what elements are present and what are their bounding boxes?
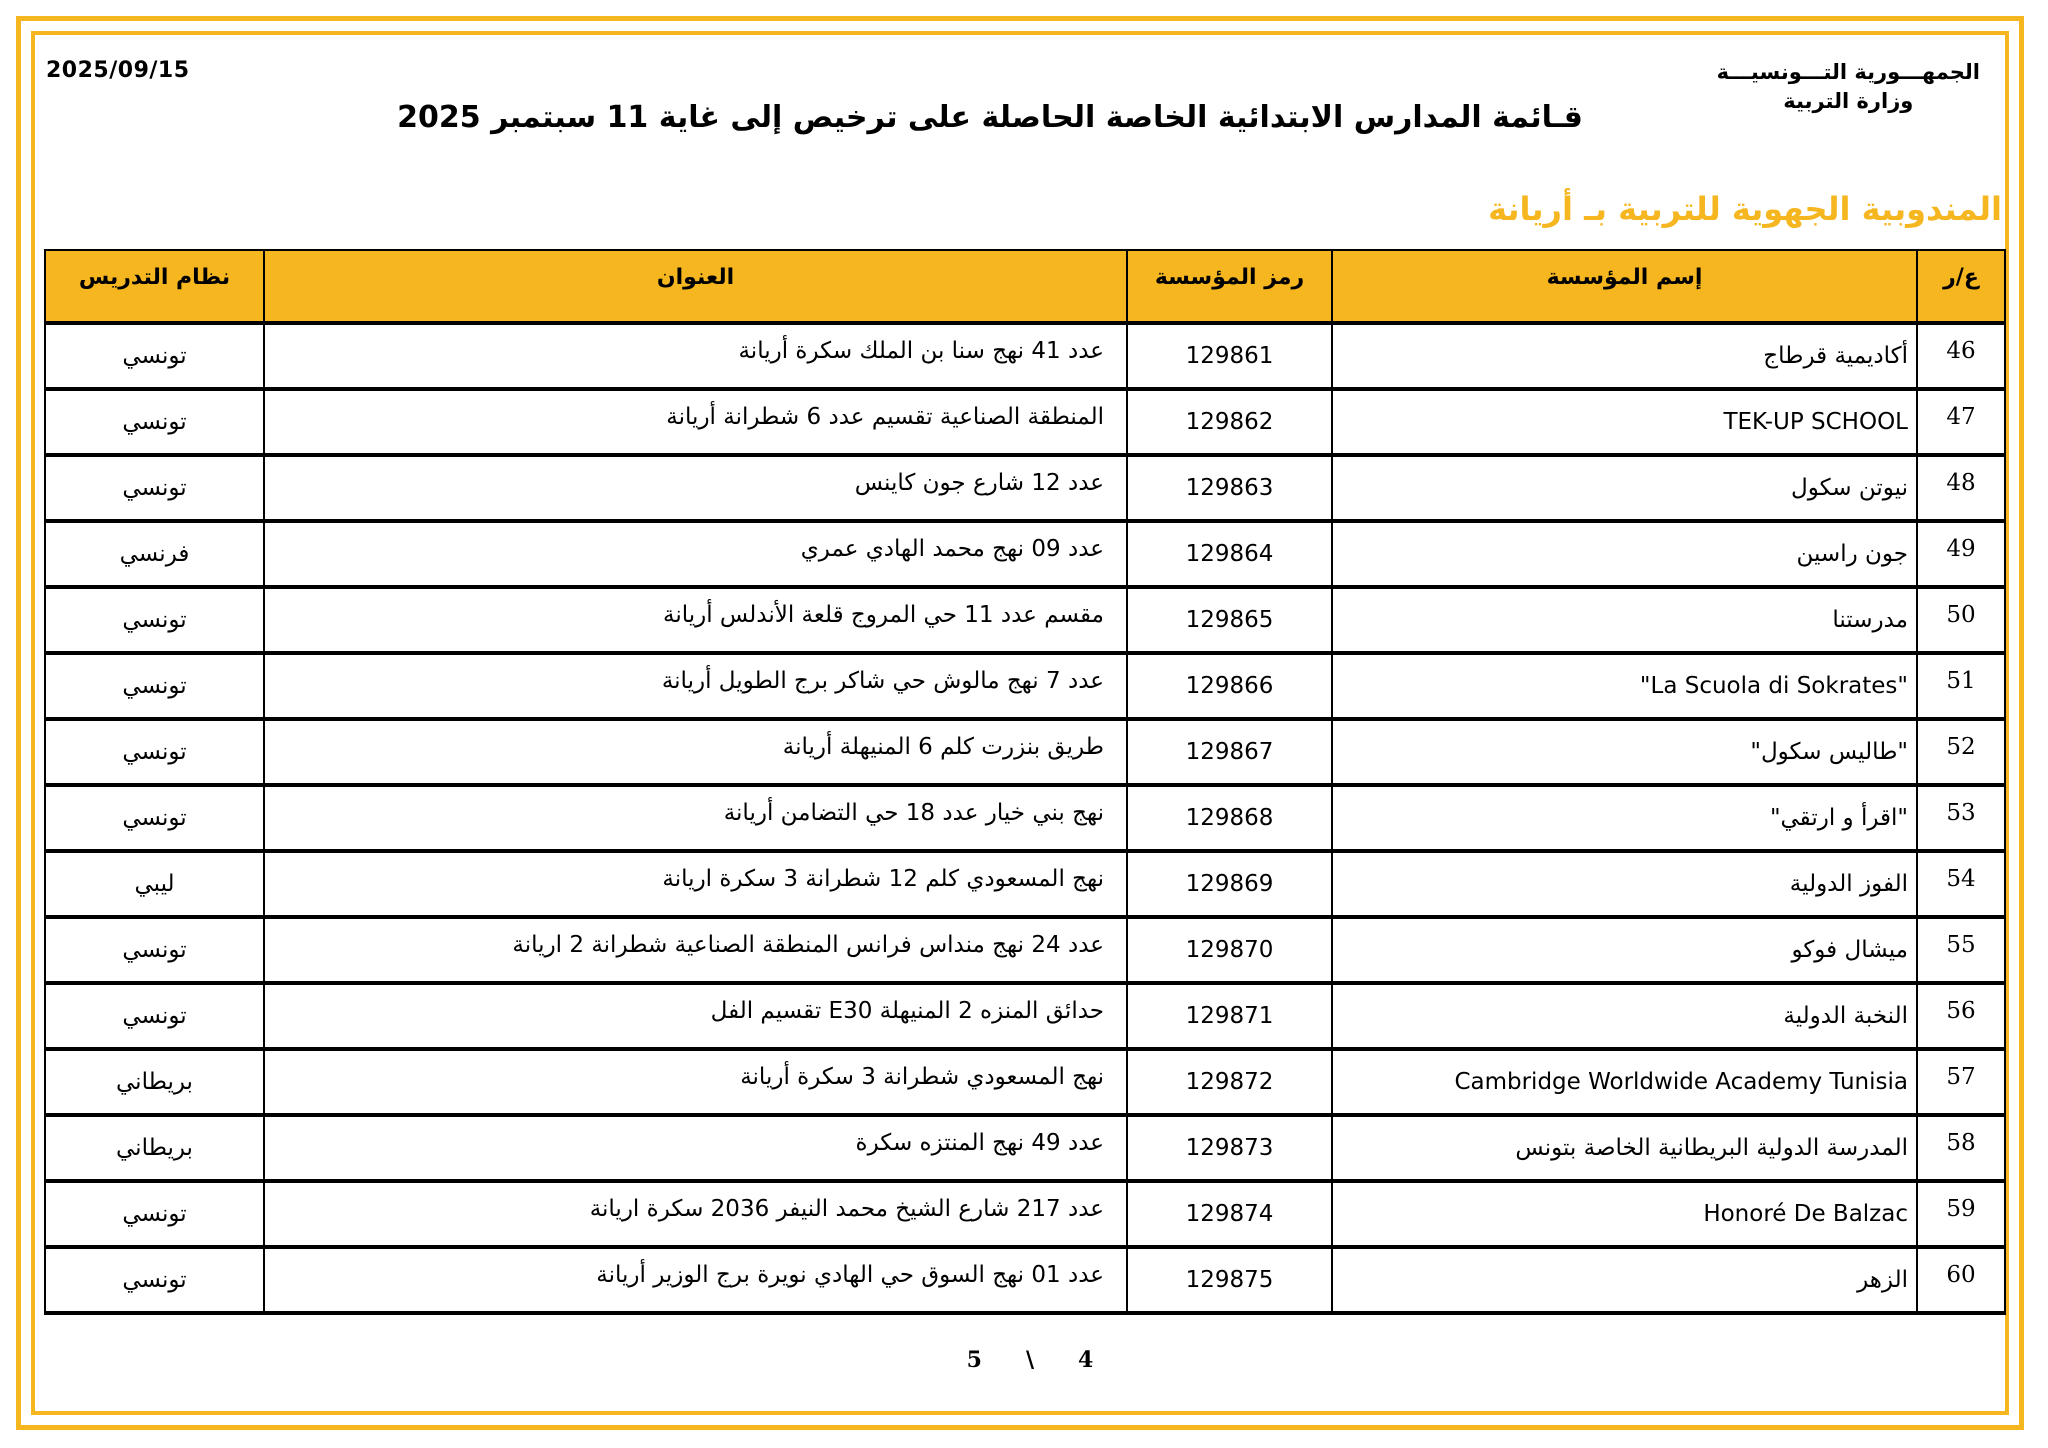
cell-name: المدرسة الدولية البريطانية الخاصة بتونس: [1332, 1115, 1917, 1181]
cell-system: فرنسي: [45, 521, 264, 587]
region-heading: المندوبية الجهوية للتربية بـ أريانة: [1488, 190, 2002, 228]
cell-system: تونسي: [45, 983, 264, 1049]
cell-code: 129868: [1127, 785, 1332, 851]
cell-address: عدد 217 شارع الشيخ محمد النيفر 2036 سكرة اريانة: [264, 1181, 1127, 1247]
cell-system: تونسي: [45, 653, 264, 719]
cell-code: 129866: [1127, 653, 1332, 719]
header-num: ع/ر: [1917, 250, 2005, 323]
header-address: العنوان: [264, 250, 1127, 323]
cell-num: 48: [1917, 455, 2005, 521]
table-row: [45, 587, 2005, 653]
cell-system: تونسي: [45, 917, 264, 983]
cell-num: 57: [1917, 1049, 2005, 1115]
cell-name: الزهر: [1332, 1247, 1917, 1313]
cell-num: 53: [1917, 785, 2005, 851]
cell-num: 58: [1917, 1115, 2005, 1181]
cell-system: تونسي: [45, 389, 264, 455]
cell-address: عدد 41 نهج سنا بن الملك سكرة أريانة: [264, 323, 1127, 389]
cell-address: عدد 24 نهج منداس فرانس المنطقة الصناعية شطرانة 2 اريانة: [264, 917, 1127, 983]
cell-address: طريق بنزرت كلم 6 المنيهلة أريانة: [264, 719, 1127, 785]
page-separator: \: [1025, 1347, 1035, 1373]
table-row: [45, 1049, 2005, 1115]
pagination: [900, 1347, 1160, 1373]
cell-num: 55: [1917, 917, 2005, 983]
header-system: نظام التدريس: [45, 250, 264, 323]
cell-code: 129874: [1127, 1181, 1332, 1247]
cell-address: حدائق المنزه 2 المنيهلة E30 تقسيم الفل: [264, 983, 1127, 1049]
document-title: قـائمة المدارس الابتدائية الخاصة الحاصلة على ترخيص إلى غاية 11 سبتمبر 2025: [397, 100, 1583, 135]
cell-num: 54: [1917, 851, 2005, 917]
ministry-label: وزارة التربية: [1783, 89, 1914, 113]
cell-system: تونسي: [45, 455, 264, 521]
cell-system: بريطاني: [45, 1049, 264, 1115]
cell-name: أكاديمية قرطاج: [1332, 323, 1917, 389]
cell-address: عدد 7 نهج مالوش حي شاكر برج الطويل أريانة: [264, 653, 1127, 719]
cell-num: 50: [1917, 587, 2005, 653]
cell-name: TEK-UP SCHOOL: [1332, 389, 1917, 455]
cell-code: 129862: [1127, 389, 1332, 455]
table-row: [45, 1247, 2005, 1313]
table-row: [45, 455, 2005, 521]
cell-num: 60: [1917, 1247, 2005, 1313]
cell-num: 56: [1917, 983, 2005, 1049]
cell-num: 47: [1917, 389, 2005, 455]
cell-code: 129870: [1127, 917, 1332, 983]
cell-address: عدد 12 شارع جون كاينس: [264, 455, 1127, 521]
cell-address: عدد 09 نهج محمد الهادي عمري: [264, 521, 1127, 587]
cell-system: تونسي: [45, 1247, 264, 1313]
schools-table: [44, 249, 2006, 1315]
cell-name: النخبة الدولية: [1332, 983, 1917, 1049]
cell-address: مقسم عدد 11 حي المروج قلعة الأندلس أريانة: [264, 587, 1127, 653]
cell-system: بريطاني: [45, 1115, 264, 1181]
table-row: [45, 719, 2005, 785]
issuer-block: [1717, 58, 1980, 116]
cell-system: ليبي: [45, 851, 264, 917]
table-row: [45, 1181, 2005, 1247]
cell-name: مدرستنا: [1332, 587, 1917, 653]
cell-code: 129867: [1127, 719, 1332, 785]
republic-label: الجمهـــورية التـــونسيـــة: [1716, 60, 1980, 84]
cell-code: 129864: [1127, 521, 1332, 587]
cell-code: 129871: [1127, 983, 1332, 1049]
table-row: [45, 851, 2005, 917]
cell-system: تونسي: [45, 587, 264, 653]
cell-name: Honoré De Balzac: [1332, 1181, 1917, 1247]
header-code: رمز المؤسسة: [1127, 250, 1332, 323]
cell-name: نيوتن سكول: [1332, 455, 1917, 521]
cell-name: "La Scuola di Sokrates": [1332, 653, 1917, 719]
cell-code: 129873: [1127, 1115, 1332, 1181]
table-row: [45, 323, 2005, 389]
cell-num: 51: [1917, 653, 2005, 719]
cell-name: "اقرأ و ارتقي": [1332, 785, 1917, 851]
cell-system: تونسي: [45, 323, 264, 389]
cell-name: Cambridge Worldwide Academy Tunisia: [1332, 1049, 1917, 1115]
cell-num: 52: [1917, 719, 2005, 785]
cell-system: تونسي: [45, 719, 264, 785]
table-row: [45, 521, 2005, 587]
table-row: [45, 785, 2005, 851]
page-current: 4: [1078, 1347, 1094, 1373]
table-row: [45, 389, 2005, 455]
header-name: إسم المؤسسة: [1332, 250, 1917, 323]
table-row: [45, 917, 2005, 983]
table-row: [45, 983, 2005, 1049]
page-total: 5: [966, 1347, 982, 1373]
cell-num: 59: [1917, 1181, 2005, 1247]
table-body: [45, 323, 2005, 1313]
cell-code: 129869: [1127, 851, 1332, 917]
table-header-row: [45, 250, 2005, 323]
cell-address: المنطقة الصناعية تقسيم عدد 6 شطرانة أريانة: [264, 389, 1127, 455]
cell-name: جون راسين: [1332, 521, 1917, 587]
cell-code: 129872: [1127, 1049, 1332, 1115]
table-row: [45, 1115, 2005, 1181]
cell-name: "طاليس سكول": [1332, 719, 1917, 785]
cell-code: 129875: [1127, 1247, 1332, 1313]
cell-num: 46: [1917, 323, 2005, 389]
cell-code: 129865: [1127, 587, 1332, 653]
cell-address: نهج المسعودي شطرانة 3 سكرة أريانة: [264, 1049, 1127, 1115]
cell-address: عدد 01 نهج السوق حي الهادي نويرة برج الوزير أريانة: [264, 1247, 1127, 1313]
cell-system: تونسي: [45, 1181, 264, 1247]
table-row: [45, 653, 2005, 719]
cell-code: 129861: [1127, 323, 1332, 389]
cell-system: تونسي: [45, 785, 264, 851]
cell-address: عدد 49 نهج المنتزه سكرة: [264, 1115, 1127, 1181]
cell-name: ميشال فوكو: [1332, 917, 1917, 983]
cell-address: نهج المسعودي كلم 12 شطرانة 3 سكرة اريانة: [264, 851, 1127, 917]
cell-address: نهج بني خيار عدد 18 حي التضامن أريانة: [264, 785, 1127, 851]
cell-code: 129863: [1127, 455, 1332, 521]
cell-num: 49: [1917, 521, 2005, 587]
document-date: 2025/09/15: [46, 58, 190, 83]
cell-name: الفوز الدولية: [1332, 851, 1917, 917]
